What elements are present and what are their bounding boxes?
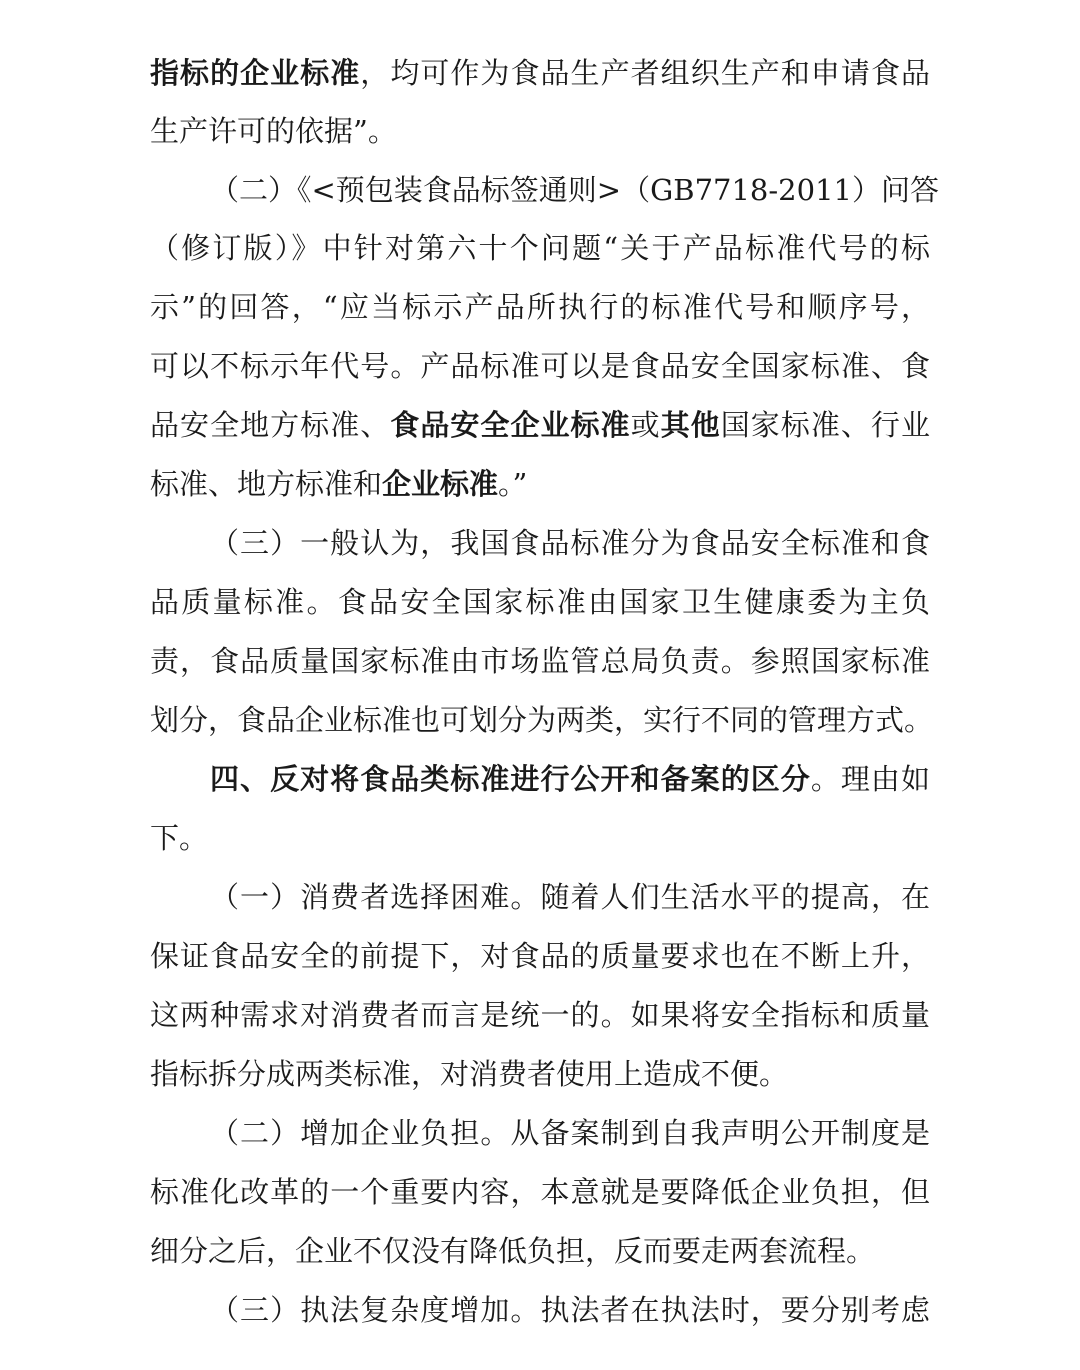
bold-text: 企业标准 <box>382 467 499 501</box>
bold-text: 食品安全企业标准 <box>390 408 631 442</box>
body-text: （三）一般认为，我国食品标准分为食品安全标准和食 <box>210 526 930 560</box>
body-text: 。理由如 <box>810 762 930 796</box>
body-text: 品安全地方标准、 <box>150 408 391 442</box>
section-heading-line <box>210 750 930 808</box>
body-text: 品质量标准。食品安全国家标准由国家卫生健康委为主负 <box>150 585 930 619</box>
body-text: ，均可作为食品生产者组织生产和申请食品 <box>360 56 930 90</box>
body-text: 示”的回答，“应当标示产品所执行的标准代号和顺序号， <box>150 290 930 324</box>
body-text: （二）《<预包装食品标签通则>（GB7718-2011）问答 <box>210 173 939 207</box>
text-line <box>150 455 930 513</box>
text-line <box>150 1163 930 1221</box>
text-line <box>150 632 930 690</box>
body-text: 可以不标示年代号。产品标准可以是食品安全国家标准、食 <box>150 349 930 383</box>
body-text: 标准、地方标准和 <box>150 467 383 501</box>
text-line <box>150 102 930 160</box>
text-line <box>150 396 930 454</box>
text-line <box>150 1045 930 1103</box>
paragraph-start-line <box>210 868 930 926</box>
body-text: 。” <box>498 467 528 501</box>
text-line <box>150 1222 930 1280</box>
body-text: （一）消费者选择困难。随着人们生活水平的提高，在 <box>210 880 930 914</box>
paragraph-start-line <box>210 1104 930 1162</box>
body-text: 划分，食品企业标准也可划分为两类，实行不同的管理方式。 <box>150 703 934 737</box>
body-text: 生产许可的依据”。 <box>150 114 397 148</box>
body-text: 细分之后，企业不仅没有降低负担，反而要走两套流程。 <box>150 1234 876 1268</box>
body-text: 下。 <box>150 821 209 855</box>
body-text: 国家标准、行业 <box>720 408 930 442</box>
body-text: 保证食品安全的前提下，对食品的质量要求也在不断上升， <box>150 939 930 973</box>
body-text: （修订版）》中针对第六十个问题“关于产品标准代号的标 <box>150 231 930 265</box>
text-line <box>150 573 930 631</box>
bold-text: 四、 <box>210 762 271 796</box>
body-text: 指标拆分成两类标准，对消费者使用上造成不便。 <box>150 1057 789 1091</box>
body-text: （二）增加企业负担。从备案制到自我声明公开制度是 <box>210 1116 930 1150</box>
bold-text: 指标的企业标准 <box>150 56 361 90</box>
body-text: 标准化改革的一个重要内容，本意就是要降低企业负担，但 <box>150 1175 930 1209</box>
text-line <box>150 219 930 277</box>
text-line <box>150 809 930 867</box>
body-text: 或 <box>630 408 661 442</box>
bold-text: 其他 <box>660 408 721 442</box>
paragraph-start-line <box>210 1281 930 1339</box>
paragraph-start-line <box>210 161 939 219</box>
body-text: （三）执法复杂度增加。执法者在执法时，要分别考虑 <box>210 1293 930 1327</box>
paragraph-start-line <box>210 514 930 572</box>
text-line <box>150 278 930 336</box>
text-line <box>150 337 930 395</box>
text-line <box>150 986 930 1044</box>
body-text: 这两种需求对消费者而言是统一的。如果将安全指标和质量 <box>150 998 930 1032</box>
text-line <box>150 691 934 749</box>
section-heading: 反对将食品类标准进行公开和备案的区分 <box>270 762 811 796</box>
text-line <box>150 44 930 102</box>
body-text: 责，食品质量国家标准由市场监管总局负责。参照国家标准 <box>150 644 930 678</box>
text-line <box>150 927 930 985</box>
